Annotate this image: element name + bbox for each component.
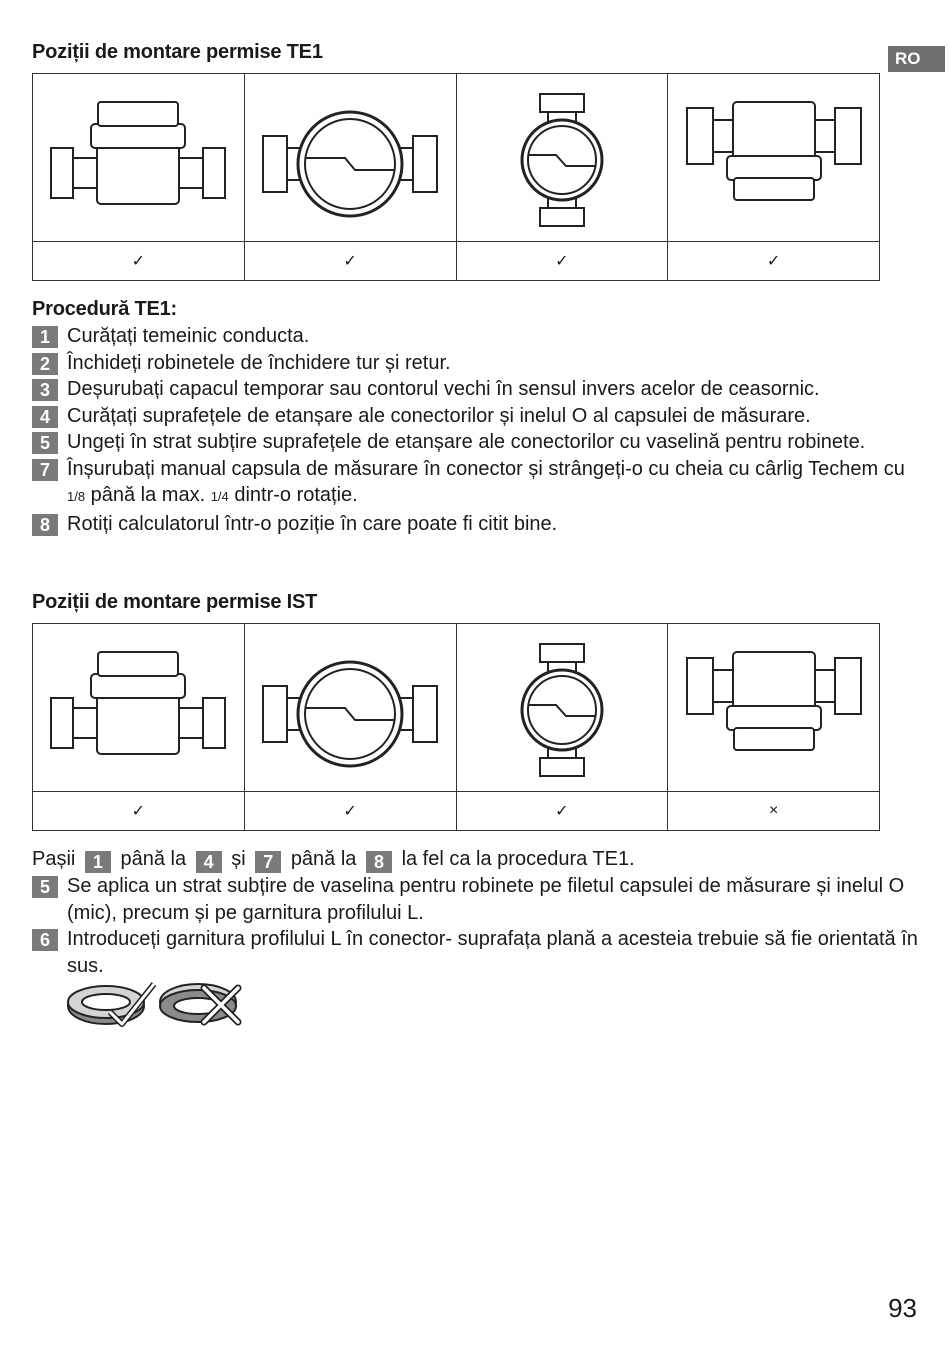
step-number: 5 (32, 876, 58, 898)
position-cell-horizontal (33, 624, 245, 792)
step-number: 2 (32, 353, 58, 375)
gasket-orientation-illustration (66, 982, 246, 1028)
meter-inverted-icon (684, 98, 864, 218)
meter-round-horizontal-icon (260, 98, 440, 218)
step-text: Curățați suprafețele de etanșare ale conectorilor și inelul O al capsulei de măsurare. (67, 404, 811, 427)
heading-procedure-te1: Procedură TE1: (32, 298, 178, 320)
meter-round-horizontal-icon (260, 648, 440, 768)
intro-text: până la (290, 848, 357, 870)
position-cell-inverted (668, 74, 880, 242)
allowed-mark: ✓ (244, 242, 456, 281)
position-cell-vertical (456, 74, 668, 242)
intro-text: până la (120, 848, 187, 870)
step-number: 3 (32, 379, 58, 401)
procedure-ist-intro (32, 846, 922, 873)
meter-horizontal-icon (48, 98, 228, 218)
gasket-correct-icon (68, 984, 154, 1024)
step-text: până la max. (85, 484, 211, 506)
step-number: 7 (255, 851, 281, 873)
heading-ist-positions: Poziții de montare permise IST (32, 591, 318, 613)
language-tag: RO (888, 46, 945, 72)
allowed-mark: ✓ (33, 792, 245, 831)
intro-text: Pașii (32, 848, 76, 870)
fraction-one-eighth: 1/8 (67, 489, 86, 504)
list-item (32, 926, 922, 979)
step-text: Rotiți calculatorul într-o poziție în care poate fi citit bine. (67, 512, 558, 535)
gasket-wrong-icon (160, 984, 238, 1022)
fraction-one-quarter: 1/4 (210, 489, 229, 504)
step-text: Introduceți garnitura profilului L în conector- suprafața plană a acesteia trebuie să fie orientată în sus. (67, 928, 918, 977)
step-number: 4 (32, 406, 58, 428)
step-number: 8 (366, 851, 392, 873)
step-number: 6 (32, 929, 58, 951)
procedure-te1-steps (32, 323, 922, 537)
list-item (32, 873, 922, 926)
intro-text: și (231, 848, 246, 870)
list-item (32, 323, 922, 350)
step-text: Curățați temeinic conducta. (67, 325, 310, 347)
heading-te1-positions: Poziții de montare permise TE1 (32, 41, 323, 63)
step-number: 4 (196, 851, 222, 873)
step-text: Ungeți în strat subțire suprafețele de etanșare ale conectorilor cu vaselină pentru robinete. (67, 431, 866, 453)
list-item (32, 350, 922, 377)
position-cell-vertical (456, 624, 668, 792)
step-text: Se aplica un strat subțire de vaselina pentru robinete pe filetul capsulei de măsurare și inelul O (mic), precum și pe garnitura profilului L. (67, 875, 905, 924)
allowed-mark: ✓ (33, 242, 245, 281)
step-text: dintr-o rotație. (228, 484, 358, 506)
allowed-mark: ✓ (668, 242, 880, 281)
step-number: 7 (32, 459, 58, 481)
position-cell-inverted (668, 624, 880, 792)
allowed-mark: ✓ (244, 792, 456, 831)
allowed-mark: ✓ (456, 242, 668, 281)
te1-positions-table (32, 73, 880, 281)
meter-horizontal-icon (48, 648, 228, 768)
position-cell-horizontal (33, 74, 245, 242)
position-cell-round-horizontal (244, 74, 456, 242)
list-item (32, 403, 922, 430)
list-item (32, 429, 922, 456)
meter-vertical-icon (472, 638, 652, 778)
step-text: Deșurubați capacul temporar sau contorul vechi în sensul invers acelor de ceasornic. (67, 378, 820, 400)
page-number: 93 (888, 1293, 917, 1323)
procedure-ist-steps (32, 846, 922, 979)
intro-text: la fel ca la procedura TE1. (401, 848, 635, 870)
step-number: 1 (85, 851, 111, 873)
ist-positions-table (32, 623, 880, 831)
step-text: Închideți robinetele de închidere tur și retur. (67, 351, 451, 374)
step-number: 1 (32, 326, 58, 348)
allowed-mark: ✓ (456, 792, 668, 831)
step-number: 8 (32, 514, 58, 536)
list-item (32, 511, 922, 538)
list-item (32, 376, 922, 403)
position-cell-round-horizontal (244, 624, 456, 792)
not-allowed-mark: × (668, 792, 880, 831)
list-item (32, 456, 922, 511)
step-text: Înșurubați manual capsula de măsurare în conector și strângeți-o cu cheia cu cârlig Techem cu (67, 457, 905, 480)
meter-inverted-icon (684, 648, 864, 768)
meter-vertical-icon (472, 88, 652, 228)
step-number: 5 (32, 432, 58, 454)
